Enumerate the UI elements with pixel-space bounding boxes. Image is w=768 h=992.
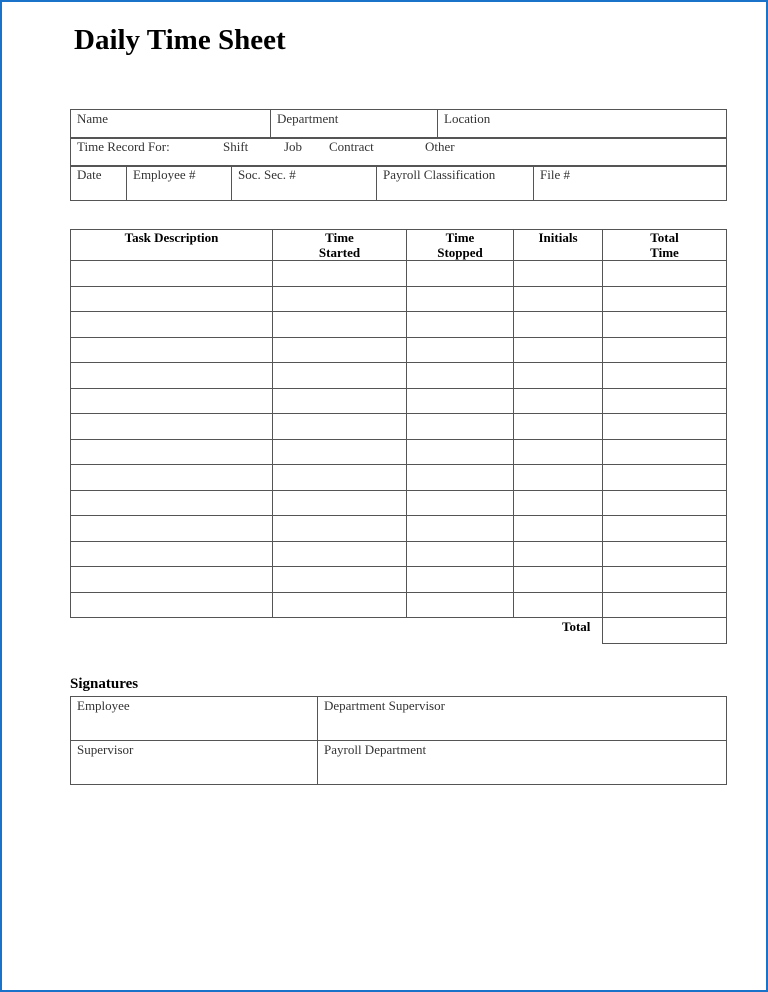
- initials-cell[interactable]: [514, 439, 603, 465]
- job-option[interactable]: Job: [284, 139, 303, 154]
- initials-cell[interactable]: [514, 567, 603, 593]
- task-cell[interactable]: [71, 286, 273, 312]
- start-cell[interactable]: [273, 516, 407, 542]
- start-cell[interactable]: [273, 567, 407, 593]
- task-cell[interactable]: [71, 465, 273, 491]
- initials-cell[interactable]: [514, 261, 603, 287]
- total-cell[interactable]: [603, 286, 727, 312]
- start-cell[interactable]: [273, 592, 407, 618]
- department-label: Department: [277, 111, 339, 126]
- signatures-table: [70, 696, 727, 785]
- start-cell[interactable]: [273, 439, 407, 465]
- task-cell[interactable]: [71, 541, 273, 567]
- table-row: [71, 567, 727, 593]
- table-row: [71, 261, 727, 287]
- total-cell[interactable]: [603, 541, 727, 567]
- table-row: [71, 592, 727, 618]
- stop-cell[interactable]: [407, 567, 514, 593]
- task-table-header: [71, 230, 727, 261]
- stop-cell[interactable]: [407, 363, 514, 389]
- total-cell[interactable]: [603, 516, 727, 542]
- stop-cell[interactable]: [407, 516, 514, 542]
- department-supervisor-signature-field[interactable]: [318, 697, 727, 741]
- time-started-header: Time Started: [273, 230, 407, 261]
- table-row: [71, 312, 727, 338]
- employee-info-row-1: [70, 109, 727, 139]
- stop-cell[interactable]: [407, 261, 514, 287]
- date-label: Date: [77, 167, 102, 182]
- signatures-title: Signatures: [70, 676, 139, 692]
- initials-header: Initials: [514, 230, 603, 261]
- start-cell[interactable]: [273, 312, 407, 338]
- location-field[interactable]: [438, 110, 727, 139]
- initials-cell[interactable]: [514, 541, 603, 567]
- start-cell[interactable]: [273, 541, 407, 567]
- total-cell[interactable]: [603, 592, 727, 618]
- supervisor-signature-field[interactable]: [71, 741, 318, 785]
- stop-cell[interactable]: [407, 414, 514, 440]
- time-record-row: [70, 137, 727, 167]
- total-cell[interactable]: [603, 337, 727, 363]
- employee-signature-field[interactable]: [71, 697, 318, 741]
- total-time-header: Total Time: [603, 230, 727, 261]
- start-cell[interactable]: [273, 490, 407, 516]
- employee-signature-label: Employee: [77, 698, 130, 713]
- total-cell[interactable]: [603, 388, 727, 414]
- location-label: Location: [444, 111, 491, 126]
- task-cell[interactable]: [71, 414, 273, 440]
- time-stopped-header: Time Stopped: [407, 230, 514, 261]
- stop-cell[interactable]: [407, 439, 514, 465]
- stop-cell[interactable]: [407, 490, 514, 516]
- name-label: Name: [77, 111, 109, 126]
- initials-cell[interactable]: [514, 592, 603, 618]
- start-cell[interactable]: [273, 414, 407, 440]
- table-row: [71, 490, 727, 516]
- task-cell[interactable]: [71, 490, 273, 516]
- other-option[interactable]: Other: [425, 139, 455, 154]
- total-cell[interactable]: [603, 567, 727, 593]
- task-cell[interactable]: [71, 388, 273, 414]
- grand-total-field[interactable]: [602, 618, 727, 644]
- payroll-department-signature-field[interactable]: [318, 741, 727, 785]
- stop-cell[interactable]: [407, 465, 514, 491]
- payroll-classification-label: Payroll Classification: [383, 167, 496, 182]
- total-cell[interactable]: [603, 363, 727, 389]
- department-field[interactable]: [271, 110, 438, 139]
- initials-cell[interactable]: [514, 465, 603, 491]
- start-cell[interactable]: [273, 363, 407, 389]
- time-record-field: [71, 138, 727, 167]
- table-row: [71, 363, 727, 389]
- total-cell[interactable]: [603, 414, 727, 440]
- initials-cell[interactable]: [514, 516, 603, 542]
- file-number-label: File #: [540, 167, 570, 182]
- task-cell[interactable]: [71, 567, 273, 593]
- total-cell[interactable]: [603, 439, 727, 465]
- contract-option[interactable]: Contract: [329, 139, 374, 154]
- employee-number-field[interactable]: [127, 166, 232, 201]
- start-cell[interactable]: [273, 465, 407, 491]
- initials-cell[interactable]: [514, 363, 603, 389]
- soc-sec-label: Soc. Sec. #: [238, 167, 296, 182]
- start-cell[interactable]: [273, 286, 407, 312]
- initials-cell[interactable]: [514, 414, 603, 440]
- payroll-department-signature-label: Payroll Department: [324, 742, 427, 757]
- table-row: [71, 337, 727, 363]
- task-description-header: Task Description: [71, 230, 273, 261]
- table-row: [71, 414, 727, 440]
- task-cell[interactable]: [71, 592, 273, 618]
- time-record-label: Time Record For:: [77, 139, 170, 154]
- stop-cell[interactable]: [407, 337, 514, 363]
- task-table: [70, 229, 727, 618]
- payroll-classification-field[interactable]: [377, 166, 534, 201]
- stop-cell[interactable]: [407, 592, 514, 618]
- stop-cell[interactable]: [407, 388, 514, 414]
- task-cell[interactable]: [71, 516, 273, 542]
- table-row: [71, 439, 727, 465]
- total-cell[interactable]: [603, 261, 727, 287]
- total-label: Total: [562, 619, 591, 634]
- total-cell[interactable]: [603, 465, 727, 491]
- name-field[interactable]: [71, 110, 271, 139]
- file-number-field[interactable]: [534, 166, 727, 201]
- stop-cell[interactable]: [407, 312, 514, 338]
- table-row: [71, 286, 727, 312]
- task-cell[interactable]: [71, 261, 273, 287]
- department-supervisor-signature-label: Department Supervisor: [324, 698, 445, 713]
- initials-cell[interactable]: [514, 490, 603, 516]
- task-cell[interactable]: [71, 312, 273, 338]
- initials-cell[interactable]: [514, 388, 603, 414]
- date-field[interactable]: [71, 166, 127, 201]
- total-cell[interactable]: [603, 490, 727, 516]
- initials-cell[interactable]: [514, 312, 603, 338]
- soc-sec-field[interactable]: [232, 166, 377, 201]
- stop-cell[interactable]: [407, 541, 514, 567]
- page-title: Daily Time Sheet: [74, 24, 286, 56]
- start-cell[interactable]: [273, 337, 407, 363]
- shift-option[interactable]: Shift: [223, 139, 249, 154]
- table-row: [71, 465, 727, 491]
- start-cell[interactable]: [273, 261, 407, 287]
- task-cell[interactable]: [71, 337, 273, 363]
- table-row: [71, 516, 727, 542]
- table-row: [71, 388, 727, 414]
- employee-number-label: Employee #: [133, 167, 196, 182]
- task-cell[interactable]: [71, 439, 273, 465]
- total-cell[interactable]: [603, 312, 727, 338]
- employee-info-row-3: [70, 165, 727, 201]
- task-cell[interactable]: [71, 363, 273, 389]
- stop-cell[interactable]: [407, 286, 514, 312]
- initials-cell[interactable]: [514, 286, 603, 312]
- table-row: [71, 541, 727, 567]
- supervisor-signature-label: Supervisor: [77, 742, 134, 757]
- start-cell[interactable]: [273, 388, 407, 414]
- initials-cell[interactable]: [514, 337, 603, 363]
